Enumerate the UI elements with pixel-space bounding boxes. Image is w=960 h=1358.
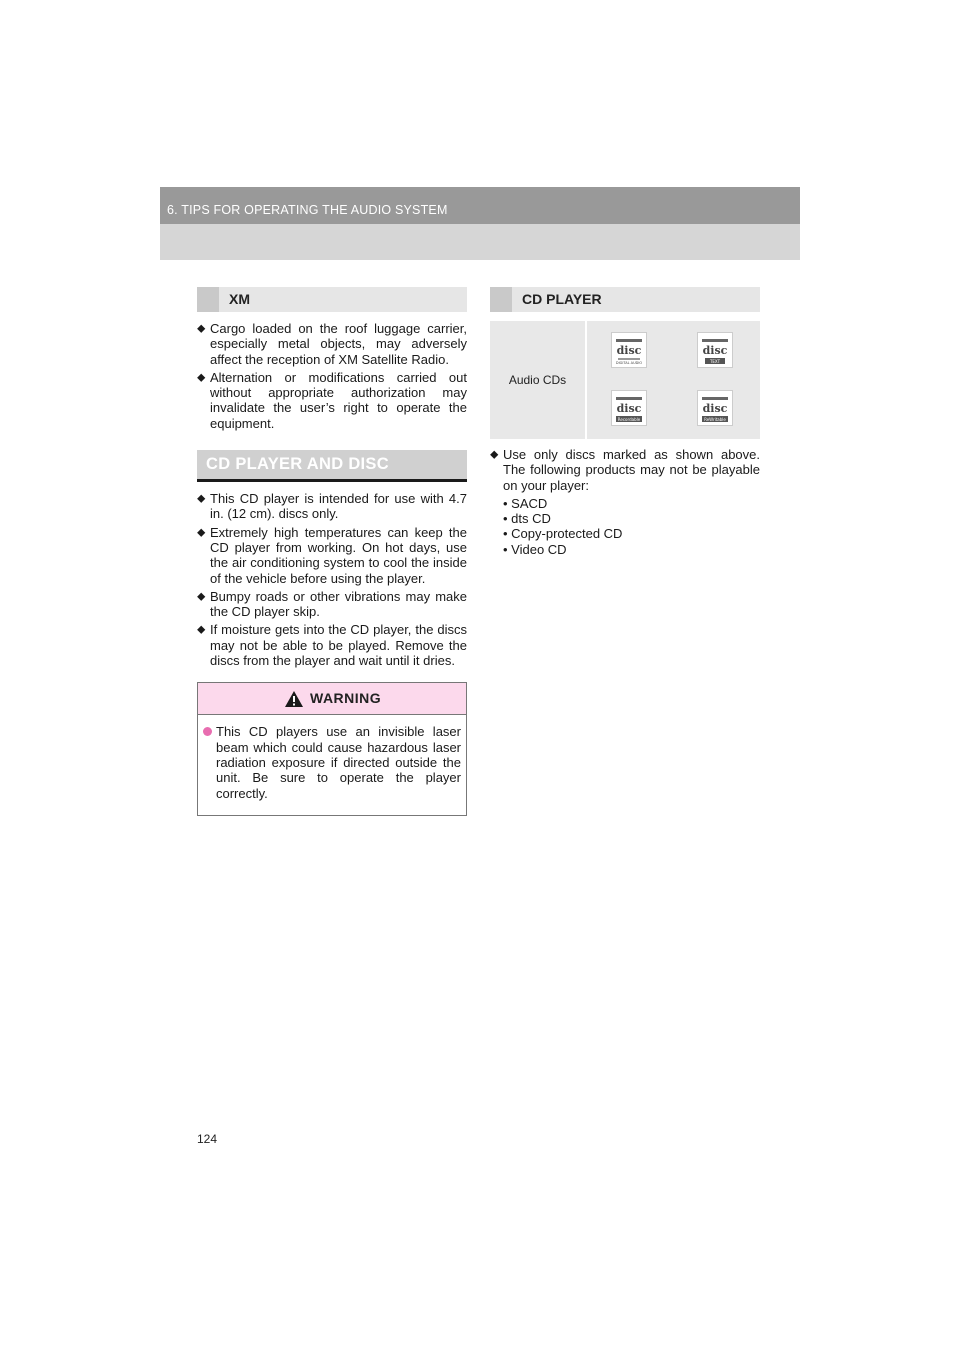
list-item: • dts CD [503,511,551,527]
page-number: 124 [197,1132,218,1146]
warning-label: WARNING [310,690,382,707]
diamond-bullet-icon: ⬥ [197,622,206,637]
diamond-bullet-icon: ⬥ [197,588,206,603]
cd-player-bullet-list [490,447,760,493]
section-title-xm: XM [229,291,250,307]
list-item: ⬥ Use only discs marked as shown above. The following products may not be playable on your player: [490,447,760,493]
svg-text:TEXT: TEXT [709,358,721,364]
diamond-bullet-icon: ⬥ [197,524,206,539]
chapter-title: 6. TIPS FOR OPERATING THE AUDIO SYSTEM [167,203,448,217]
svg-text:disc: disc [702,402,728,415]
pink-dot-bullet-icon [203,727,212,736]
warning-header [198,683,466,715]
svg-text:disc: disc [616,344,642,357]
section-header-cd-player [490,287,760,312]
section-header-square [197,287,219,312]
right-column [490,287,760,557]
svg-text:disc: disc [702,344,728,357]
list-item: ⬥ If moisture gets into the CD player, the discs may not be able to be played. Remove the discs from the player and wait until it dries. [197,622,467,669]
compact-disc-text-logo-icon [697,332,733,368]
list-item: ⬥ Alternation or modifications carried out without appropriate authorization may invalidate the user’s right to operate the equipment. [197,369,467,431]
list-item: • SACD [503,495,548,511]
section-header-cd-player-and-disc [197,450,467,482]
warning-box [197,682,467,815]
header-band [160,187,800,260]
svg-text:disc: disc [616,402,642,415]
svg-text:Recordable: Recordable [617,416,641,422]
section-title-cd-player: CD PLAYER [522,291,602,307]
diamond-bullet-icon: ⬥ [197,369,206,384]
disc-logos-cell [587,321,760,439]
warning-triangle-icon [284,690,304,708]
list-item: ⬥ Bumpy roads or other vibrations may make the CD player skip. [197,588,467,620]
compact-disc-digital-audio-logo-icon [611,332,647,368]
svg-text:DIGITAL AUDIO: DIGITAL AUDIO [615,361,643,365]
diamond-bullet-icon: ⬥ [197,491,206,506]
header-strip [160,187,800,224]
list-item: ⬥ Cargo loaded on the roof luggage carrier, especially metal objects, may adversely affect the reception of XM Satellite Radio. [197,321,467,367]
diamond-bullet-icon: ⬥ [490,447,499,461]
cd-disc-bullet-list [197,491,467,668]
section-header-xm [197,287,467,312]
compact-disc-rewritable-logo-icon [697,390,733,426]
list-item: ⬥ Extremely high temperatures can keep the CD player from working. On hot days, use the air conditioning system to cool the inside of the vehicle before using the player. [197,524,467,586]
section-title-cd-player-and-disc: CD PLAYER AND DISC [206,455,389,474]
svg-text:ReWritable: ReWritable [704,416,726,422]
warning-item: This CD players use an invisible laser beam which could cause hazardous laser radiation exposure if directed outside the unit. Be sure to operate the player correctly. [203,724,461,800]
compact-disc-recordable-logo-icon [611,390,647,426]
audio-cd-table [490,321,760,439]
list-item: • Copy-protected CD [503,526,623,542]
left-column [197,287,467,816]
diamond-bullet-icon: ⬥ [197,321,206,335]
section-header-square [490,287,512,312]
xm-bullet-list [197,321,467,431]
warning-body [198,715,466,814]
list-item: ⬥ This CD player is intended for use with 4.7 in. (12 cm). discs only. [197,491,467,522]
audio-cd-label: Audio CDs [490,321,585,439]
list-item: • Video CD [503,541,567,557]
unsupported-products-list [490,496,760,557]
